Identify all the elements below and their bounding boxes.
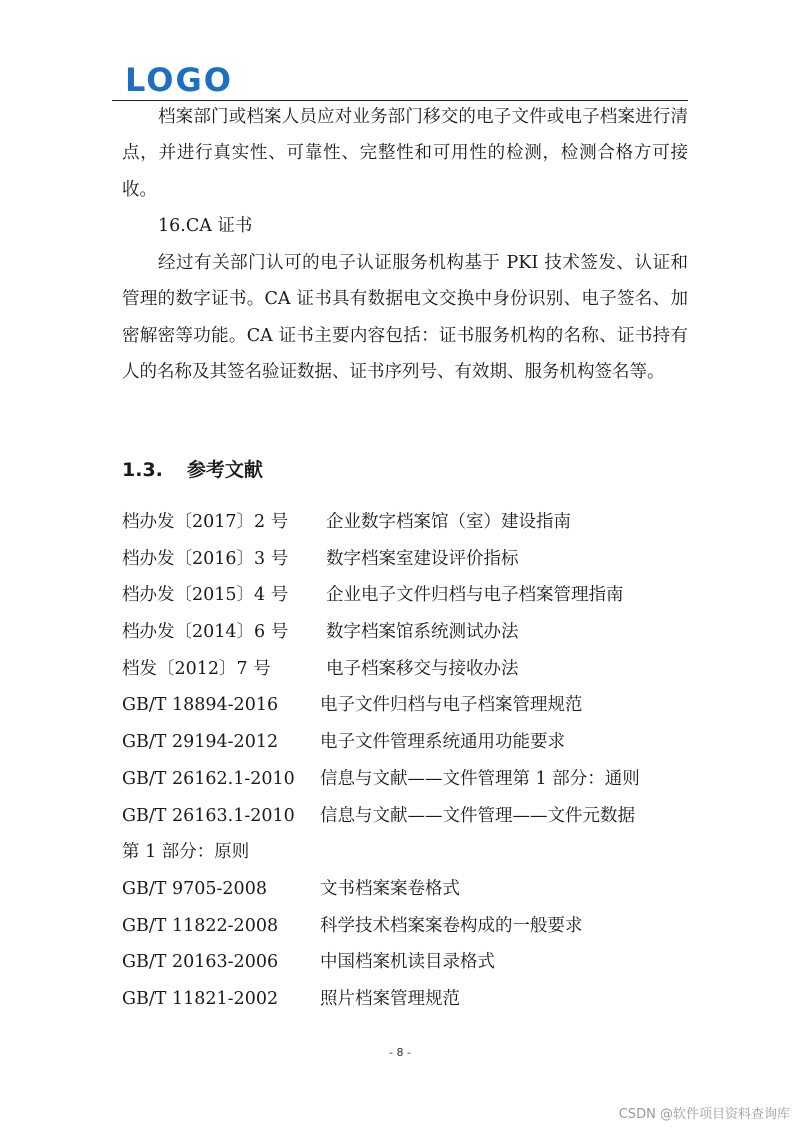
reference-code: 档办发〔2014〕6 号	[122, 622, 289, 643]
reference-row	[122, 981, 688, 1018]
paragraph-acceptance: 档案部门或档案人员应对业务部门移交的电子文件或电子档案进行清点，并进行真实性、可靠性、完整性和可用性的检测，检测合格方可接收。	[122, 107, 688, 200]
page-number: - 8 -	[389, 1046, 411, 1059]
reference-code: GB/T 26163.1-2010	[122, 805, 295, 826]
reference-row	[122, 871, 688, 908]
section-title-text: 参考文献	[186, 459, 263, 481]
reference-row	[122, 687, 688, 724]
reference-title: 科学技术档案案卷构成的一般要求	[320, 915, 583, 936]
reference-title: 中国档案机读目录格式	[320, 952, 495, 973]
company-logo: LOGO	[125, 61, 233, 99]
reference-title: 照片档案管理规范	[320, 988, 460, 1009]
reference-row	[122, 651, 688, 688]
reference-title: 电子文件归档与电子档案管理规范	[320, 695, 583, 716]
reference-row	[122, 944, 688, 981]
reference-code: 档办发〔2017〕2 号	[122, 512, 289, 532]
reference-row	[122, 724, 688, 761]
reference-row	[122, 504, 688, 541]
reference-list	[122, 504, 688, 1018]
reference-code: GB/T 9705-2008	[122, 878, 267, 899]
reference-code: GB/T 11822-2008	[122, 915, 279, 936]
reference-row	[122, 908, 688, 945]
reference-row	[122, 798, 688, 835]
reference-title: 信息与文献——文件管理第 1 部分：通则	[320, 768, 640, 789]
reference-title: 企业电子文件归档与电子档案管理指南	[326, 585, 624, 606]
section-number: 1.3.	[122, 459, 163, 481]
reference-title: 电子文件管理系统通用功能要求	[320, 732, 565, 753]
reference-code: 档发〔2012〕7 号	[122, 658, 271, 679]
reference-title: 企业数字档案馆（室）建设指南	[326, 512, 571, 532]
reference-code: 档办发〔2016〕3 号	[122, 548, 289, 569]
reference-row-continuation	[122, 834, 688, 871]
reference-title: 文书档案案卷格式	[320, 878, 460, 899]
reference-row	[122, 761, 688, 798]
reference-title: 数字档案馆系统测试办法	[326, 622, 519, 643]
item-heading-ca-certificate: 16.CA 证书	[158, 216, 253, 236]
reference-row	[122, 614, 688, 651]
reference-row	[122, 577, 688, 614]
reference-code: 档办发〔2015〕4 号	[122, 585, 289, 606]
reference-code: GB/T 18894-2016	[122, 695, 279, 716]
section-title	[122, 452, 263, 488]
reference-row	[122, 541, 688, 578]
reference-code: GB/T 20163-2006	[122, 952, 279, 973]
paragraph-ca-certificate: 经过有关部门认可的电子认证服务机构基于 PKI 技术签发、认证和管理的数字证书。CA 证书具有数据电文交换中身份识别、电子签名、加密解密等功能。CA 证书主要内容包括：证书服务机构的名称、证书持有人的名称及其签名验证数据、证书序列号、有效期、服务机构签名等。	[122, 253, 688, 383]
csdn-watermark: CSDN @软件项目资料查询库	[618, 1107, 790, 1122]
reference-title: 数字档案室建设评价指标	[326, 548, 519, 569]
reference-code: GB/T 29194-2012	[122, 732, 279, 753]
reference-code: GB/T 11821-2002	[122, 988, 279, 1009]
reference-code: GB/T 26162.1-2010	[122, 768, 295, 789]
reference-title: 信息与文献——文件管理——文件元数据	[320, 805, 635, 826]
reference-title: 电子档案移交与接收办法	[326, 658, 519, 679]
reference-title-continuation: 第 1 部分：原则	[122, 842, 250, 863]
